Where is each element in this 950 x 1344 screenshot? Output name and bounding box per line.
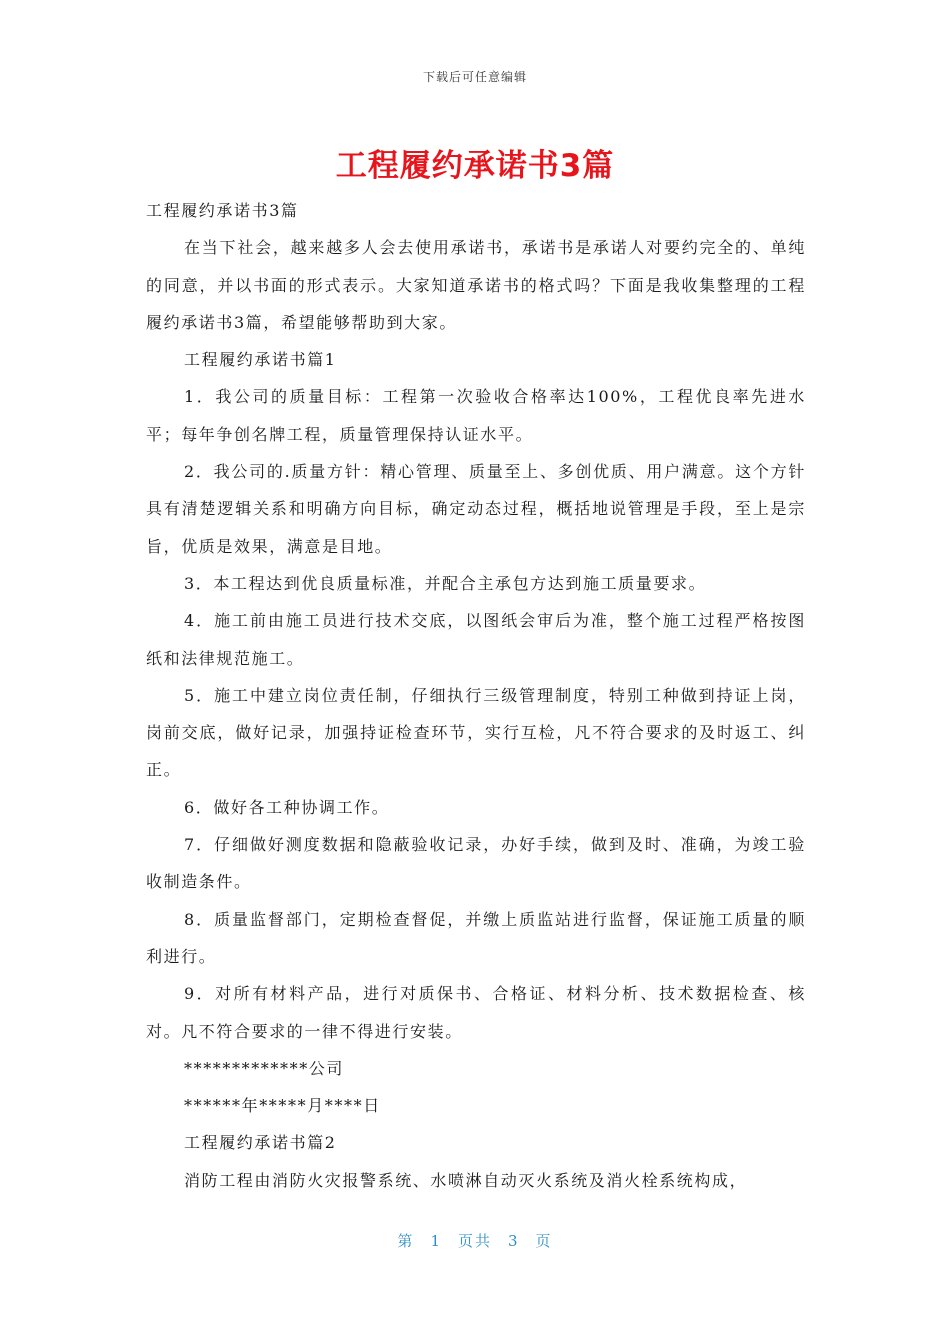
- list-item: 4．施工前由施工员进行技术交底，以图纸会审后为准，整个施工过程严格按图纸和法律规范施工。: [146, 611, 806, 668]
- list-item: 2．我公司的.质量方针：精心管理、质量至上、多创优质、用户满意。这个方针具有清楚逻辑关系和明确方向目标，确定动态过程，概括地说管理是手段，至上是宗旨，优质是效果，满意是目地。: [146, 462, 806, 556]
- footer-total-pages: 3: [508, 1232, 520, 1250]
- footer-middle: 页共: [457, 1232, 492, 1250]
- list-item: 6．做好各工种协调工作。: [184, 797, 390, 817]
- paragraph-subtitle: 工程履约承诺书3篇: [146, 201, 299, 220]
- list-item: 7．仔细做好测度数据和隐蔽验收记录，办好手续，做到及时、准确，为竣工验收制造条件。: [146, 835, 806, 892]
- document-title: 工程履约承诺书3篇: [335, 148, 615, 184]
- list-item: 1．我公司的质量目标：工程第一次验收合格率达100%，工程优良率先进水平；每年争创名牌工程，质量管理保持认证水平。: [146, 387, 806, 444]
- header-note: 下载后可任意编辑: [422, 70, 527, 84]
- list-item: 8．质量监督部门，定期检查督促，并缴上质监站进行监督，保证施工质量的顺利进行。: [146, 909, 806, 966]
- paragraph-section-2: 消防工程由消防火灾报警系统、水喷淋自动灭火系统及消火栓系统构成，: [184, 1170, 748, 1190]
- page-footer: [0, 1230, 950, 1251]
- footer-suffix: 页: [535, 1232, 553, 1250]
- footer-prefix: 第: [397, 1232, 415, 1250]
- footer-current-page: 1: [430, 1232, 442, 1250]
- document-body: [146, 192, 806, 1199]
- section-heading-1: 工程履约承诺书篇1: [184, 350, 337, 370]
- list-item: 3．本工程达到优良质量标准，并配合主承包方达到施工质量要求。: [184, 573, 707, 593]
- signature-date: ******年*****月****日: [184, 1096, 381, 1116]
- list-item: 9．对所有材料产品，进行对质保书、合格证、材料分析、技术数据检查、核对。凡不符合要求的一律不得进行安装。: [146, 984, 806, 1041]
- list-item: 5．施工中建立岗位责任制，仔细执行三级管理制度，特别工种做到持证上岗，岗前交底，做好记录，加强持证检查环节，实行互检，凡不符合要求的及时返工、纠正。: [146, 685, 806, 780]
- paragraph-intro: 在当下社会，越来越多人会去使用承诺书，承诺书是承诺人对要约完全的、单纯的同意，并以书面的形式表示。大家知道承诺书的格式吗？下面是我收集整理的工程履约承诺书3篇，希望能够帮助到大家。: [146, 238, 806, 332]
- section-heading-2: 工程履约承诺书篇2: [184, 1133, 337, 1153]
- signature-company: *************公司: [184, 1058, 344, 1078]
